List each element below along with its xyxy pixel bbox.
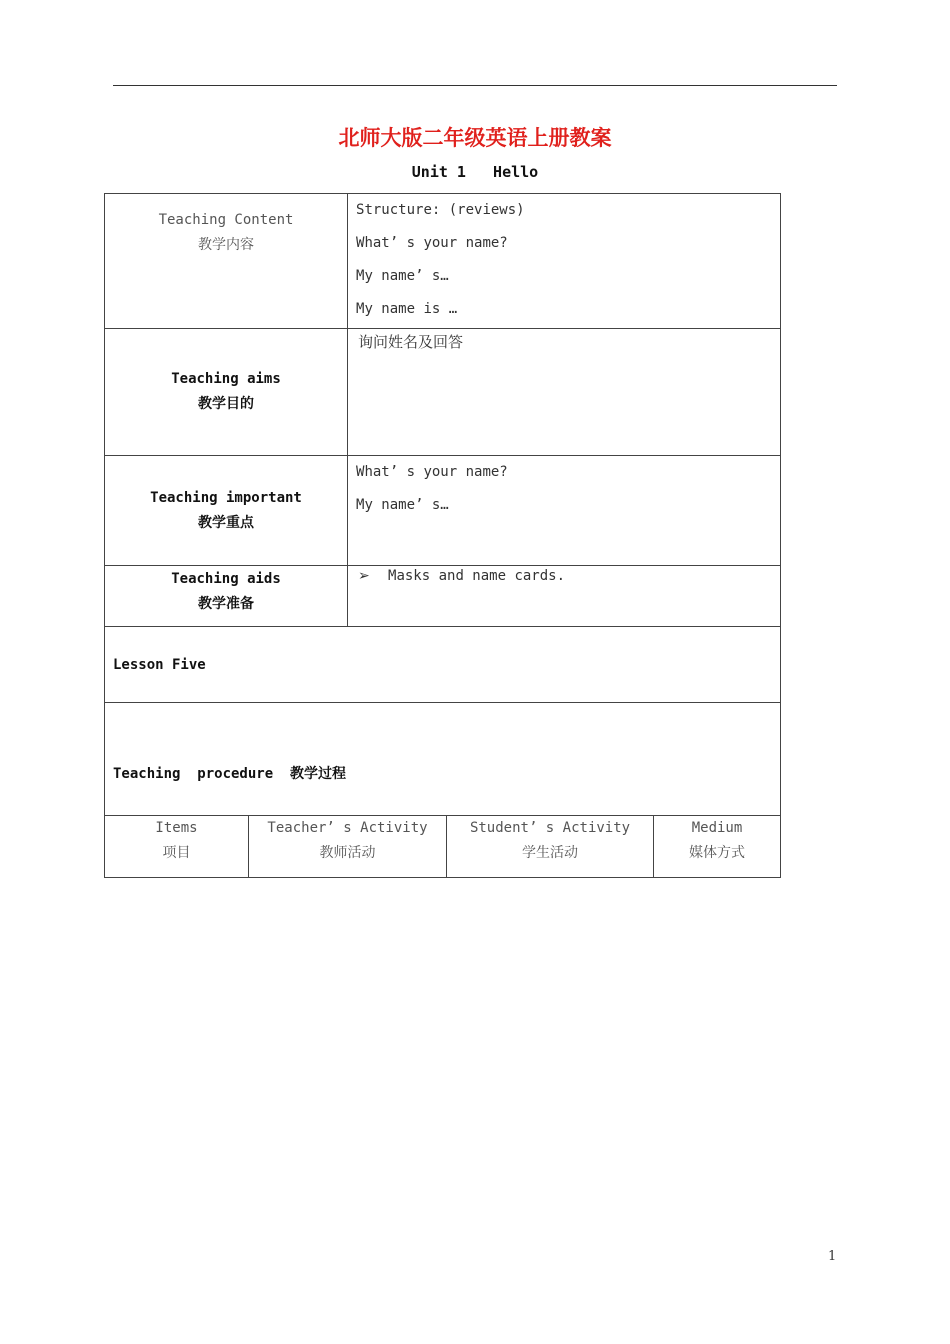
arrow-bullet-icon: ➢: [358, 568, 370, 584]
row-teaching-content: [105, 194, 781, 329]
content-line: What’ s your name?: [356, 235, 508, 251]
document-title: 北师大版二年级英语上册教案: [338, 126, 612, 150]
column-cn: 学生活动: [522, 845, 579, 861]
lesson-plan-table: [104, 193, 781, 878]
label-en: Teaching important: [150, 489, 302, 506]
content-line: My name’ s…: [356, 268, 449, 284]
teaching-content-value: [348, 194, 781, 329]
row-column-headers: [105, 816, 781, 878]
content-line: Structure: (reviews): [356, 202, 525, 218]
label-en: Teaching aims: [171, 371, 281, 387]
label-teaching-important: [105, 456, 348, 566]
aims-text: 询问姓名及回答: [358, 333, 464, 351]
row-lesson: [105, 627, 781, 703]
aids-text: Masks and name cards.: [388, 568, 566, 584]
label-teaching-aims: [105, 329, 348, 456]
header-rule: [113, 85, 837, 86]
column-header-items: [105, 816, 249, 878]
important-line: What’ s your name?: [356, 464, 508, 480]
row-procedure: [105, 703, 781, 816]
column-en: Teacher’ s Activity: [267, 820, 428, 836]
row-teaching-aids: [105, 566, 781, 627]
column-cn: 媒体方式: [689, 845, 746, 861]
important-line: My name’ s…: [356, 497, 449, 513]
label-cn: 教学准备: [198, 596, 254, 612]
procedure-label-en: Teaching procedure: [113, 766, 274, 782]
label-cn: 教学内容: [198, 237, 254, 253]
column-en: Student’ s Activity: [469, 820, 631, 836]
aids-item: [356, 560, 772, 593]
column-header-teacher: [249, 816, 447, 878]
column-cn: 项目: [162, 845, 191, 861]
column-en: Items: [155, 820, 198, 836]
row-teaching-important: [105, 456, 781, 566]
content-line: My name is …: [356, 301, 458, 317]
label-en: Teaching aids: [171, 571, 281, 587]
row-teaching-aims: [105, 329, 781, 456]
label-cn: 教学重点: [198, 514, 254, 531]
column-cn: 教师活动: [319, 845, 376, 861]
procedure-heading: [105, 703, 781, 816]
label-teaching-aids: [105, 566, 348, 627]
column-en: Medium: [691, 820, 743, 836]
teaching-aids-value: [348, 566, 781, 627]
column-header-medium: [654, 816, 781, 878]
teaching-aims-value: [348, 329, 781, 456]
label-teaching-content: [105, 194, 348, 329]
teaching-important-value: [348, 456, 781, 566]
lesson-title: Lesson Five: [105, 627, 781, 703]
page-number: 1: [828, 1249, 837, 1264]
unit-subtitle: Unit 1 Hello: [411, 163, 539, 181]
label-cn: 教学目的: [198, 396, 254, 412]
column-header-student: [447, 816, 654, 878]
procedure-label-cn: 教学过程: [290, 766, 347, 782]
label-en: Teaching Content: [158, 212, 294, 228]
